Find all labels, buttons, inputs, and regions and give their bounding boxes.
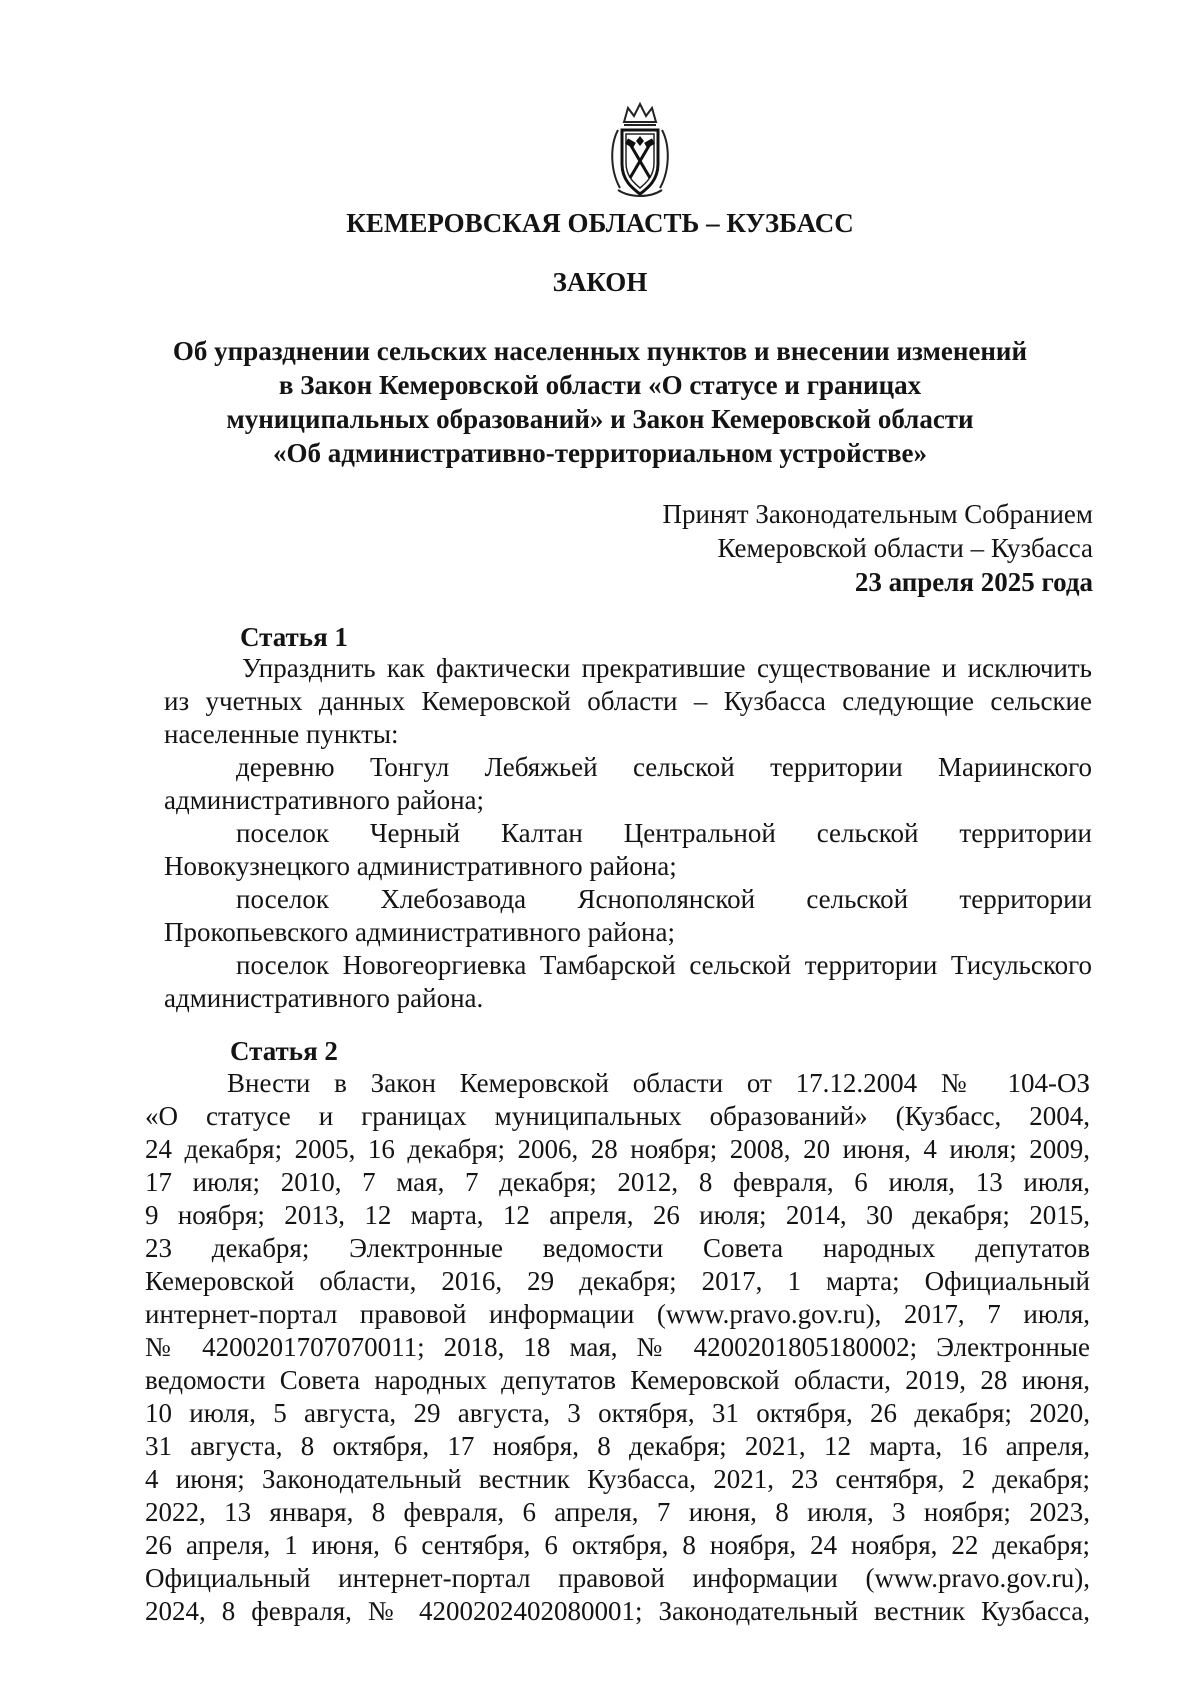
article-2-line: № 4200201707070011; 2018, 18 мая, № 4200201805180002; Электронные: [145, 1332, 1090, 1362]
adoption-line: Принят Законодательным Собранием: [662, 499, 1093, 529]
law-title-line: Об упразднении сельских населенных пунктов и внесении изменений: [172, 336, 1028, 366]
article-2-line: Официальный интернет-портал правовой информации (www.pravo.gov.ru),: [145, 1563, 1090, 1593]
article-2-line: «О статусе и границах муниципальных образований» (Кузбасс, 2004,: [145, 1101, 1090, 1131]
article-2-line: Внести в Закон Кемеровской области от 17.12.2004 № 104-ОЗ: [227, 1068, 1090, 1098]
article-1-line: поселок Черный Калтан Центральной сельской территории: [236, 818, 1092, 848]
article-1-line: деревню Тонгул Лебяжьей сельской территории Мариинского: [236, 752, 1092, 782]
article-1-line: поселок Хлебозавода Яснополянской сельской территории: [236, 884, 1092, 914]
article-2-line: 23 декабря; Электронные ведомости Совета народных депутатов: [145, 1233, 1090, 1263]
article-1-line: поселок Новогеоргиевка Тамбарской сельской территории Тисульского: [236, 950, 1092, 980]
coat-of-arms-icon: [608, 100, 672, 200]
article-1-line: Прокопьевского административного района;: [164, 917, 675, 947]
article-1-line: из учетных данных Кемеровской области – Кузбасса следующие сельские: [164, 686, 1092, 716]
adoption-date: 23 апреля 2025 года: [854, 567, 1093, 597]
law-title-line: в Закон Кемеровской области «О статусе и границах: [278, 370, 922, 400]
adoption-line: Кемеровской области – Кузбасса: [717, 533, 1093, 563]
article-2-line: 26 апреля, 1 июня, 6 сентября, 6 октября, 8 ноября, 24 ноября, 22 декабря;: [145, 1530, 1090, 1560]
law-title-line: муниципальных образований» и Закон Кемеровской области: [226, 404, 974, 434]
article-2-line: 24 декабря; 2005, 16 декабря; 2006, 28 ноября; 2008, 20 июня, 4 июля; 2009,: [145, 1134, 1090, 1164]
region-title: КЕМЕРОВСКАЯ ОБЛАСТЬ – КУЗБАСС: [346, 208, 854, 238]
article-1-line: административного района;: [164, 785, 485, 815]
article-1-line: Новокузнецкого административного района;: [164, 851, 677, 881]
law-title: [150, 334, 1050, 470]
article-1-line: Упразднить как фактически прекратившие существование и исключить: [242, 653, 1092, 683]
article-2-line: интернет-портал правовой информации (www.pravo.gov.ru), 2017, 7 июля,: [145, 1299, 1090, 1329]
article-2-line: 31 августа, 8 октября, 17 ноября, 8 декабря; 2021, 12 марта, 16 апреля,: [145, 1431, 1090, 1461]
article-1-body: [164, 652, 1092, 1015]
article-2-line: 2024, 8 февраля, № 4200202402080001; Законодательный вестник Кузбасса,: [145, 1596, 1090, 1626]
article-2-heading: Статья 2: [230, 1036, 338, 1066]
article-1-heading: Статья 1: [240, 622, 348, 652]
article-2-line: 10 июля, 5 августа, 29 августа, 3 октября, 31 октября, 26 декабря; 2020,: [145, 1398, 1090, 1428]
article-1-line: административного района.: [164, 983, 484, 1013]
article-2-line: 2022, 13 января, 8 февраля, 6 апреля, 7 июня, 8 июля, 3 ноября; 2023,: [145, 1497, 1090, 1527]
article-2-line: ведомости Совета народных депутатов Кемеровской области, 2019, 28 июня,: [145, 1365, 1090, 1395]
article-2-line: 4 июня; Законодательный вестник Кузбасса, 2021, 23 сентября, 2 декабря;: [145, 1464, 1090, 1494]
adoption-block: [662, 497, 1093, 599]
article-2-line: 9 ноября; 2013, 12 марта, 12 апреля, 26 июля; 2014, 30 декабря; 2015,: [145, 1200, 1090, 1230]
article-2-line: Кемеровской области, 2016, 29 декабря; 2017, 1 марта; Официальный: [145, 1266, 1090, 1296]
article-1-line: населенные пункты:: [164, 719, 399, 749]
law-title-line: «Об административно-территориальном устройстве»: [272, 438, 928, 468]
document-type: ЗАКОН: [552, 267, 648, 297]
article-2-body: [145, 1067, 1090, 1628]
article-2-line: 17 июля; 2010, 7 мая, 7 декабря; 2012, 8 февраля, 6 июля, 13 июля,: [145, 1167, 1090, 1197]
